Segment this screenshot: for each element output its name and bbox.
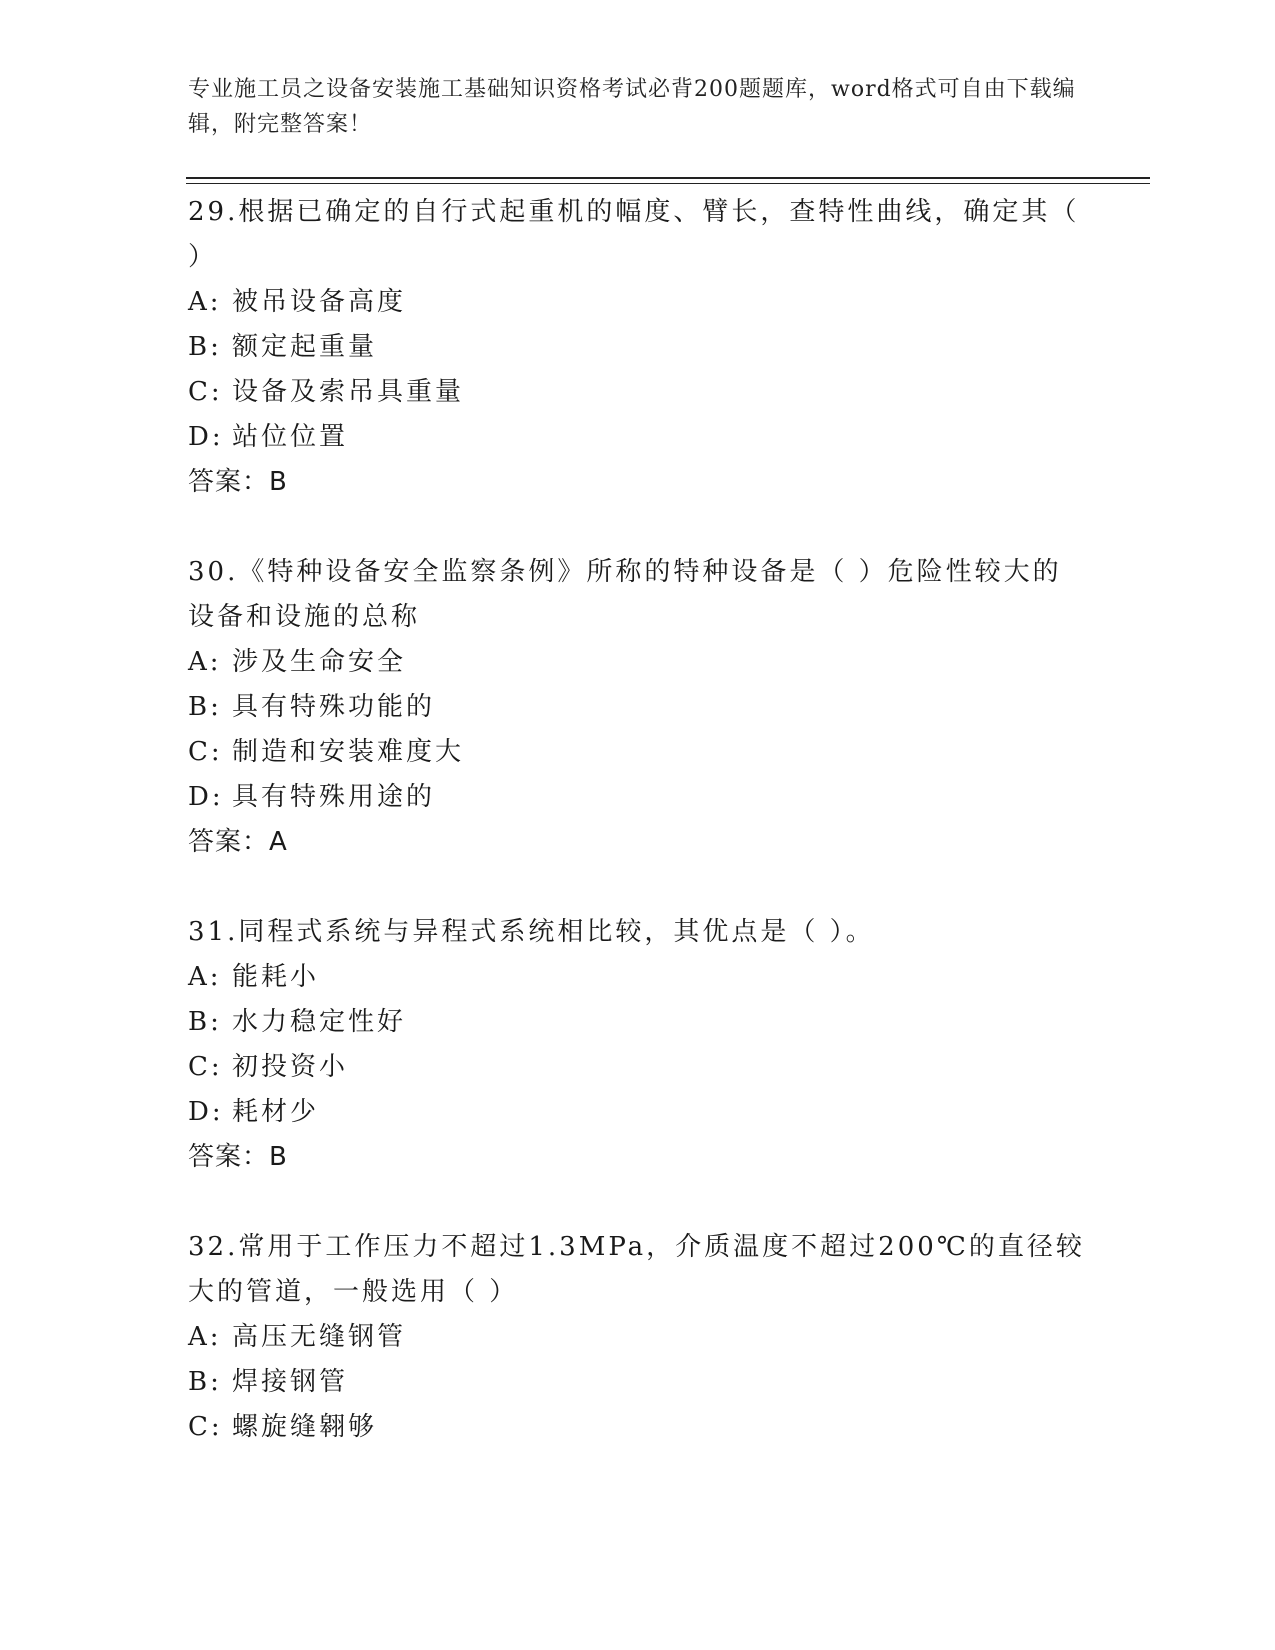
option-d <box>188 415 1088 460</box>
option-b <box>188 1000 1088 1045</box>
option-b <box>188 685 1088 730</box>
option-letter: D: <box>188 1097 224 1127</box>
option-letter: A: <box>188 287 222 317</box>
option-b <box>188 1360 1088 1405</box>
option-text: 具有特殊用途的 <box>232 782 436 812</box>
question-list <box>188 190 1088 1450</box>
option-letter: C: <box>188 377 223 407</box>
option-text: 被吊设备高度 <box>232 287 407 317</box>
option-c <box>188 1045 1088 1090</box>
option-d <box>188 775 1088 820</box>
question-text: 32.常用于工作压力不超过1.3MPa，介质温度不超过200℃的直径较大的管道，一般选用（ ） <box>188 1232 1085 1307</box>
answer-line: 答案：B <box>188 1142 288 1172</box>
answer-line: 答案：B <box>188 467 288 497</box>
option-letter: B: <box>188 692 222 722</box>
option-text: 能耗小 <box>232 962 320 992</box>
option-text: 初投资小 <box>232 1052 349 1082</box>
question-32 <box>188 1225 1088 1450</box>
option-text: 涉及生命安全 <box>232 647 407 677</box>
option-a <box>188 1315 1088 1360</box>
option-letter: C: <box>188 1412 223 1442</box>
answer-line: 答案：A <box>188 827 288 857</box>
question-spacer <box>188 505 1088 550</box>
option-text: 站位位置 <box>232 422 349 452</box>
question-spacer <box>188 1180 1088 1225</box>
option-text: 设备及索吊具重量 <box>232 377 465 407</box>
option-letter: B: <box>188 1007 222 1037</box>
option-c <box>188 370 1088 415</box>
option-text: 焊接钢管 <box>232 1367 349 1397</box>
document-header: 专业施工员之设备安装施工基础知识资格考试必背200题题库，word格式可自由下载编辑，附完整答案！ <box>188 77 1076 137</box>
option-letter: C: <box>188 737 223 767</box>
option-a <box>188 955 1088 1000</box>
option-letter: A: <box>188 962 222 992</box>
option-text: 额定起重量 <box>232 332 378 362</box>
option-a <box>188 640 1088 685</box>
option-letter: A: <box>188 647 222 677</box>
question-31 <box>188 910 1088 1180</box>
question-text: 30.《特种设备安全监察条例》所称的特种设备是（ ）危险性较大的设备和设施的总称 <box>188 557 1062 632</box>
option-c <box>188 1405 1088 1450</box>
option-letter: B: <box>188 332 222 362</box>
option-a <box>188 280 1088 325</box>
option-text: 制造和安装难度大 <box>232 737 465 767</box>
question-29 <box>188 190 1088 505</box>
option-text: 水力稳定性好 <box>232 1007 407 1037</box>
option-letter: C: <box>188 1052 223 1082</box>
option-b <box>188 325 1088 370</box>
header-divider-thin <box>186 183 1150 184</box>
question-spacer <box>188 865 1088 910</box>
option-c <box>188 730 1088 775</box>
option-letter: D: <box>188 782 224 812</box>
question-text: 31.同程式系统与异程式系统相比较，其优点是（ ）。 <box>188 917 875 947</box>
option-letter: B: <box>188 1367 222 1397</box>
option-letter: A: <box>188 1322 222 1352</box>
header-divider-thick <box>186 177 1150 179</box>
option-letter: D: <box>188 422 224 452</box>
question-30 <box>188 550 1088 865</box>
option-text: 螺旋缝翱够 <box>232 1412 378 1442</box>
option-text: 高压无缝钢管 <box>232 1322 407 1352</box>
option-d <box>188 1090 1088 1135</box>
option-text: 具有特殊功能的 <box>232 692 436 722</box>
question-text: 29.根据已确定的自行式起重机的幅度、臂长，查特性曲线，确定其（ ） <box>188 197 1080 272</box>
option-text: 耗材少 <box>232 1097 320 1127</box>
